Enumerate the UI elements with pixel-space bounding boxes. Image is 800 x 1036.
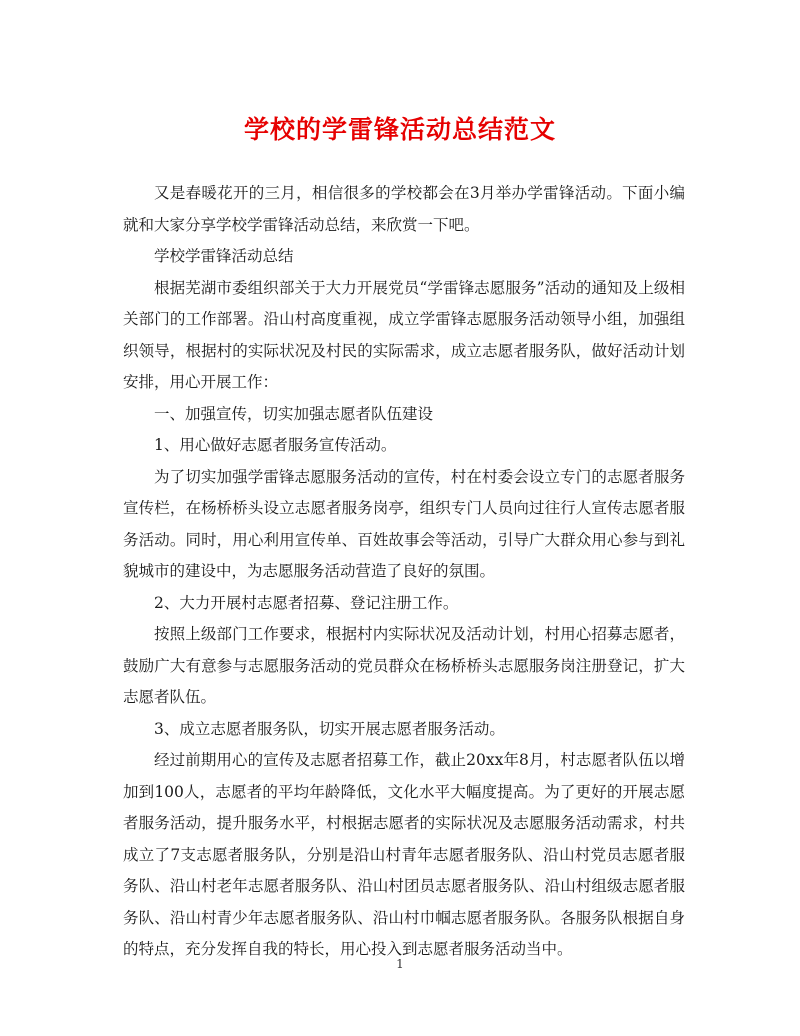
section-heading-1: 一、加强宣传，切实加强志愿者队伍建设 <box>154 404 434 423</box>
document-body <box>123 178 685 966</box>
paragraph-recruitment: 按照上级部门工作要求，根据村内实际状况及活动计划，村用心招募志愿者，鼓励广大有意参与志愿服务活动的党员群众在杨桥桥头志愿服务岗注册登记，扩大志愿者队伍。 <box>123 625 685 706</box>
subheading-3: 3、成立志愿者服务队，切实开展志愿者服务活动。 <box>154 719 505 738</box>
paragraph-background: 根据芜湖市委组织部关于大力开展党员“学雷锋志愿服务”活动的通知及上级相关部门的工作部署。沿山村高度重视，成立学雷锋志愿服务活动领导小组，加强组织领导，根据村的实际状况及村民的实际需求，成立志愿者服务队，做好活动计划安排，用心开展工作： <box>123 278 685 391</box>
subheading-2: 2、大力开展村志愿者招募、登记注册工作。 <box>154 593 459 612</box>
paragraph-intro: 又是春暖花开的三月，相信很多的学校都会在3月举办学雷锋活动。下面小编就和大家分享学校学雷锋活动总结，来欣赏一下吧。 <box>123 184 685 234</box>
paragraph-service-teams: 经过前期用心的宣传及志愿者招募工作，截止20xx年8月，村志愿者队伍以增加到100人，志愿者的平均年龄降低，文化水平大幅度提高。为了更好的开展志愿者服务活动，提升服务水平，村根据志愿者的实际状况及志愿服务活动需求，村共成立了7支志愿者服务队，分别是沿山村青年志愿者服务队、沿山村党员志愿者服务队、沿山村老年志愿者服务队、沿山村团员志愿者服务队、沿山村组级志愿者服务队、沿山村青少年志愿者服务队、沿山村巾帼志愿者服务队。各服务队根据自身的特点，充分发挥自我的特长，用心投入到志愿者服务活动当中。 <box>123 751 685 958</box>
paragraph-heading-summary: 学校学雷锋活动总结 <box>154 247 294 265</box>
paragraph-publicity: 为了切实加强学雷锋志愿服务活动的宣传，村在村委会设立专门的志愿者服务宣传栏，在杨桥桥头设立志愿者服务岗亭，组织专门人员向过往行人宣传志愿者服务活动。同时，用心利用宣传单、百姓故事会等活动，引导广大群众用心参与到礼貌城市的建设中，为志愿服务活动营造了良好的氛围。 <box>123 467 685 580</box>
document-title: 学校的学雷锋活动总结范文 <box>243 115 556 144</box>
subheading-1: 1、用心做好志愿者服务宣传活动。 <box>154 436 397 454</box>
page-number: 1 <box>396 957 404 971</box>
